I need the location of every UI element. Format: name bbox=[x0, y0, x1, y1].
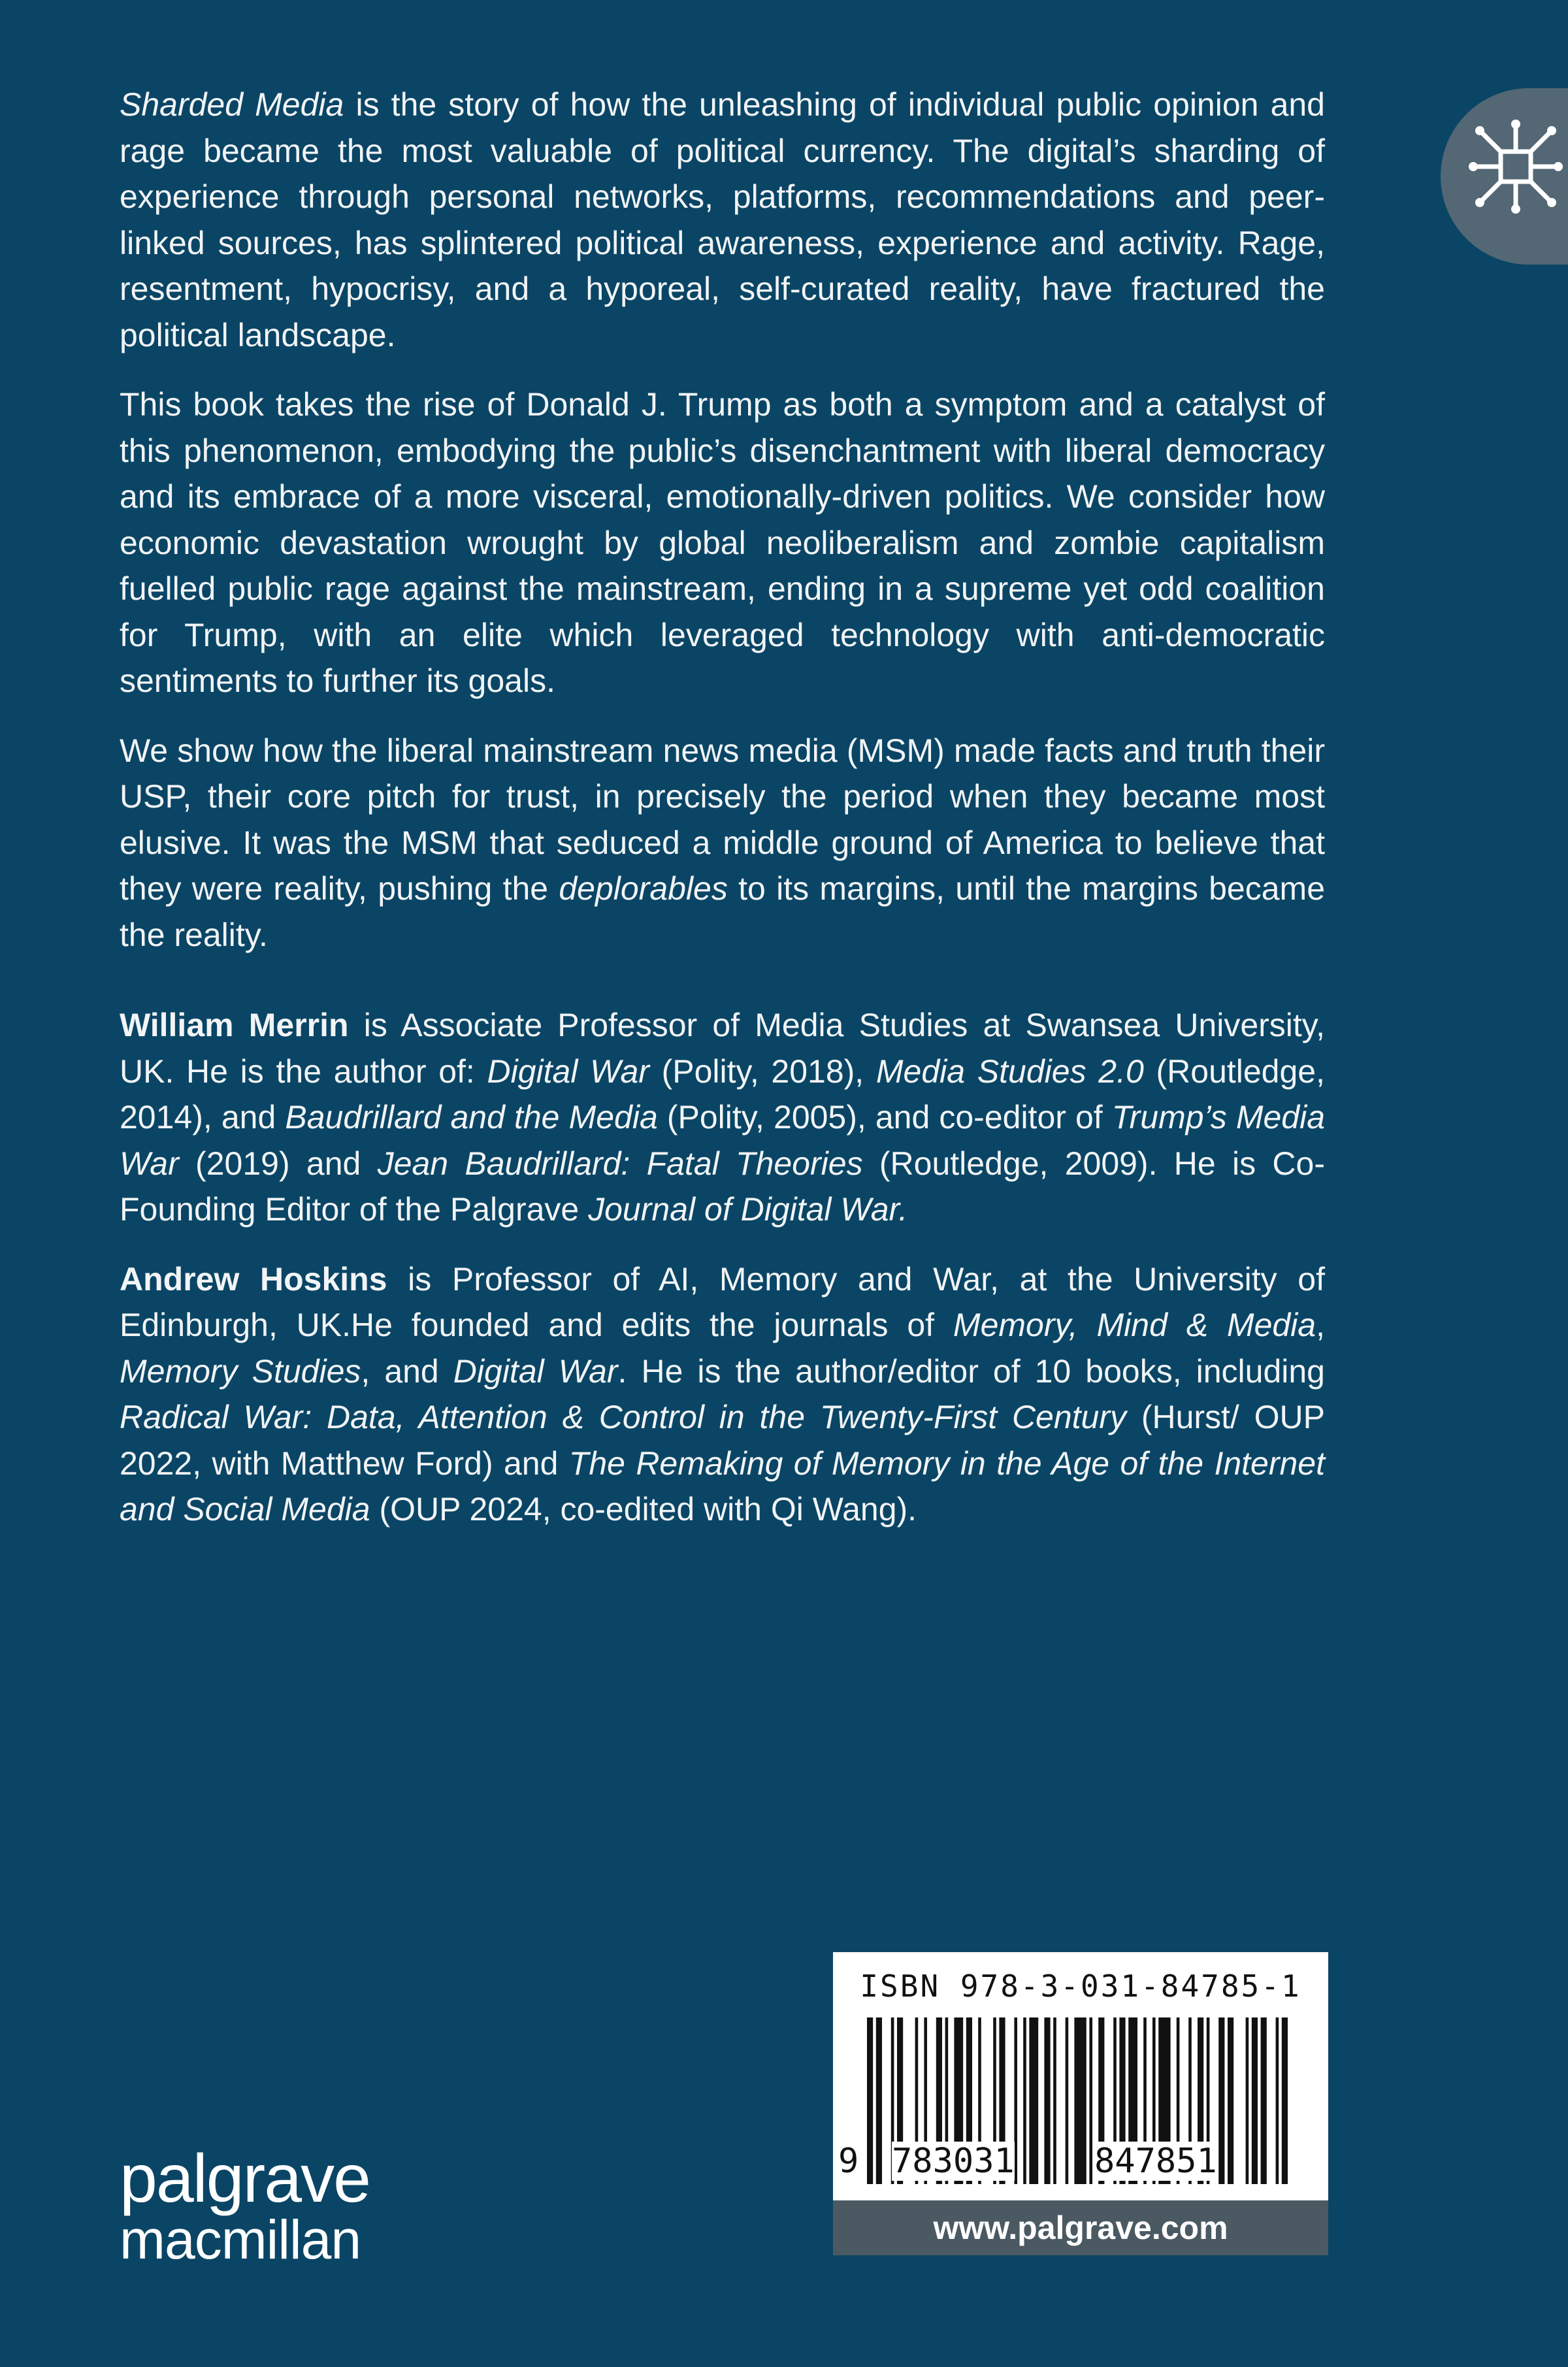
publisher-mark-badge bbox=[1441, 88, 1568, 265]
blurb-paragraph-1: Sharded Media is the story of how the unleashing of individual public opinion and rage became the most valuable of political currency. The digital’s sharding of experience through personal networks, platforms, recommendations and peer-linked sources, has splintered political awareness, experience and activity. Rage, resentment, hypocrisy, and a hyporeal, self-curated reality, have fractured the political landscape. bbox=[120, 86, 1325, 353]
publisher-url: www.palgrave.com bbox=[833, 2200, 1328, 2255]
ean-right-group: 847851 bbox=[1094, 2142, 1217, 2181]
isbn-barcode bbox=[833, 1952, 1328, 2200]
ean-first-digit: 9 bbox=[838, 2142, 859, 2181]
author-bio-hoskins: Andrew Hoskins is Professor of AI, Memory and War, at the University of Edinburgh, UK.He founded and edits the journals of Memory, Mind & Media, Memory Studies, and Digital War. He is the author/editor of 10 books, including Radical War: Data, Attention & Control in the Twenty-First Century (Hurst/ OUP 2022, with Matthew Ford) and The Remaking of Memory in the Age of the Internet and Social Media (OUP 2024, co-edited with Qi Wang). bbox=[120, 1260, 1326, 1527]
book-title: Sharded Media bbox=[120, 86, 344, 123]
isbn-text: ISBN 978-3-031-84785-1 bbox=[860, 1968, 1301, 2004]
palgrave-macmillan-logo: palgrave macmillan bbox=[120, 2141, 370, 2270]
back-cover-text bbox=[120, 82, 1325, 1556]
author-bio-merrin: William Merrin is Associate Professor of Media Studies at Swansea University, UK. He is the author of: Digital War (Polity, 2018), Media Studies 2.0 (Routledge, 2014), and Baudrillard and the Media (Polity, 2005), and co-editor of Trump’s Media War (2019) and Jean Baudrillard: Fatal Theories (Routledge, 2009). He is Co-Founding Editor of the Palgrave Journal of Digital War. bbox=[120, 1007, 1326, 1228]
palgrave-network-mark-icon bbox=[1467, 118, 1565, 216]
blurb-paragraph-2: This book takes the rise of Donald J. Trump as both a symptom and a catalyst of this phenomenon, embodying the public’s disenchantment with liberal democracy and its embrace of a more visceral, emotionally-driven politics. We consider how economic devastation wrought by global neoliberalism and zombie capitalism fuelled public rage against the mainstream, ending in a supreme yet odd coalition for Trump, with an elite which leveraged technology with anti-democratic sentiments to further its goals. bbox=[120, 386, 1325, 699]
author-name: William Merrin bbox=[120, 1007, 349, 1043]
ean-left-group: 783031 bbox=[892, 2142, 1015, 2181]
blurb-paragraph-3: We show how the liberal mainstream news media (MSM) made facts and truth their USP, their core pitch for trust, in precisely the period when they became most elusive. It was the MSM that seduced a middle ground of America to believe that they were reality, pushing the deplorables to its margins, until the margins became the reality. bbox=[120, 732, 1325, 953]
author-name: Andrew Hoskins bbox=[120, 1260, 387, 1298]
